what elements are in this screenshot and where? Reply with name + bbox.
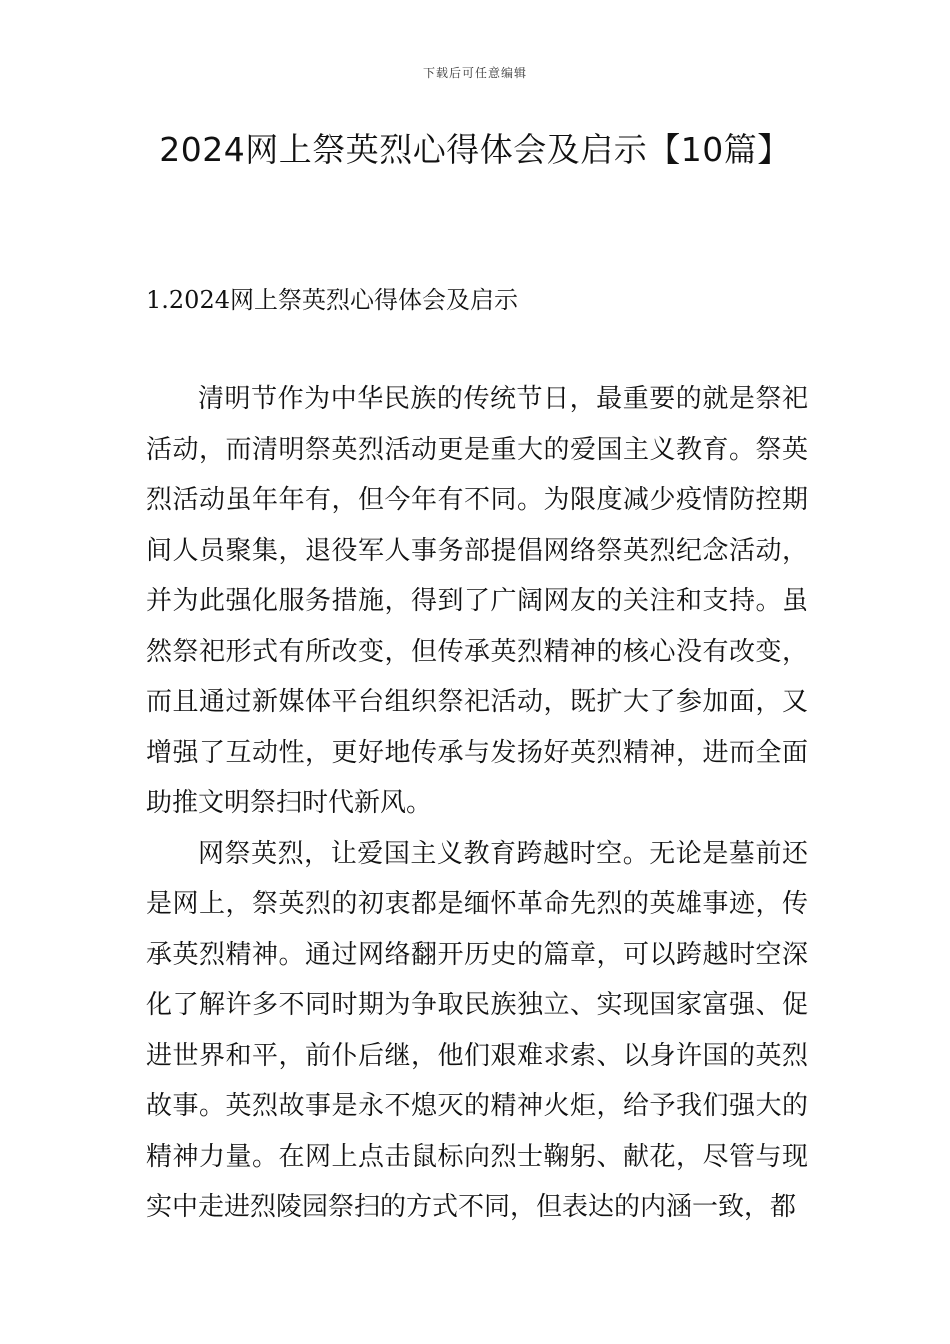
header-note: 下载后可任意编辑 <box>422 66 527 80</box>
paragraph: 清明节作为中华民族的传统节日，最重要的就是祭祀活动，而清明祭英烈活动更是重大的爱国主义教育。祭英烈活动虽年年有，但今年有不同。为限度减少疫情防控期间人员聚集，退役军人事务部提倡网络祭英烈纪念活动，并为此强化服务措施，得到了广阔网友的关注和支持。虽然祭祀形式有所改变，但传承英烈精神的核心没有改变，而且通过新媒体平台组织祭祀活动，既扩大了参加面，又增强了互动性，更好地传承与发扬好英烈精神，进而全面助推文明祭扫时代新风。 <box>146 384 808 818</box>
section-heading: 1.2024网上祭英烈心得体会及启示 <box>146 286 518 314</box>
document-body <box>146 374 808 1233</box>
document-title: 2024网上祭英烈心得体会及启示【10篇】 <box>159 130 791 169</box>
paragraph: 网祭英烈，让爱国主义教育跨越时空。无论是墓前还是网上，祭英烈的初衷都是缅怀革命先烈的英雄事迹，传承英烈精神。通过网络翻开历史的篇章，可以跨越时空深化了解许多不同时期为争取民族独立、实现国家富强、促进世界和平，前仆后继，他们艰难求索、以身许国的英烈故事。英烈故事是永不熄灭的精神火炬，给予我们强大的精神力量。在网上点击鼠标向烈士鞠躬、献花，尽管与现实中走进烈陵园祭扫的方式不同，但表达的内涵一致，都 <box>146 838 808 1222</box>
